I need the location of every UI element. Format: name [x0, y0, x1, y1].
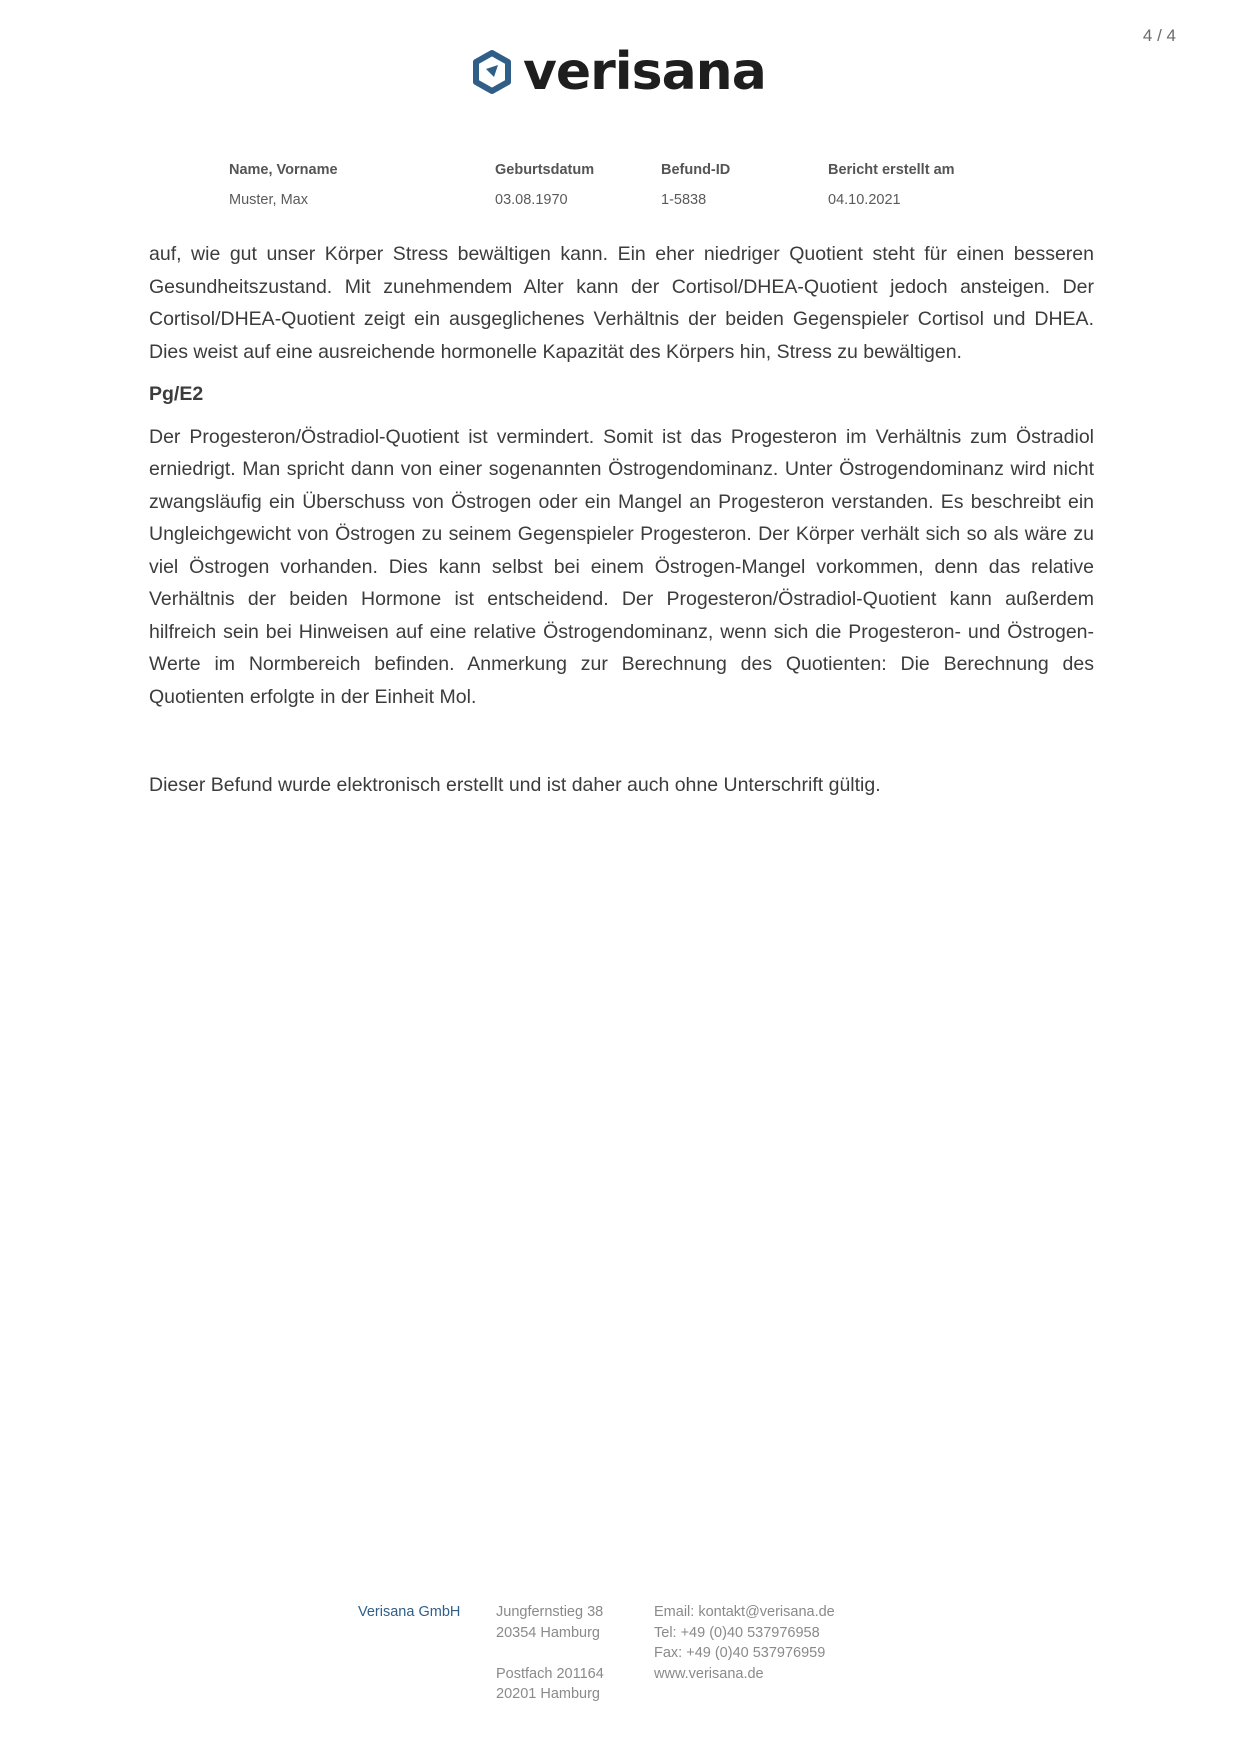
footer-address-line1: Jungfernstieg 38: [496, 1604, 604, 1620]
report-id-label: Befund-ID: [661, 162, 731, 178]
intro-paragraph: auf, wie gut unser Körper Stress bewältigen kann. Ein eher niedriger Quotient steht für einen besseren Gesundheitszustand. Mit zunehmendem Alter kann der Cortisol/DHEA-Quotient jedoch ansteigen. Der Cortisol/DHEA-Quotient zeigt ein ausgeglichenes Verhältnis der beiden Gegenspieler Cortisol und DHEA. Dies weist auf eine ausreichende hormonelle Kapazität des Körpers hin, Stress zu bewältigen.: [149, 243, 1094, 363]
footer-contact: [654, 1602, 835, 1684]
footer-address: [496, 1602, 604, 1705]
birthdate-value: 03.08.1970: [495, 192, 568, 208]
report-id-value: 1-5838: [661, 192, 707, 208]
brand-logo: [467, 42, 766, 102]
report-date-value: 04.10.2021: [828, 192, 901, 208]
footer-company: Verisana GmbH: [358, 1604, 461, 1620]
patient-name-value: Muster, Max: [229, 192, 308, 208]
birthdate-block: [495, 162, 594, 208]
report-id-block: [661, 162, 730, 208]
footer-tel: Tel: +49 (0)40 537976958: [654, 1624, 820, 1641]
footer-web[interactable]: www.verisana.de: [654, 1665, 764, 1682]
page-number: 4 / 4: [1142, 26, 1176, 45]
patient-name-block: [229, 162, 338, 208]
closing-note: Dieser Befund wurde elektronisch erstellt und ist daher auch ohne Unterschrift gültig.: [149, 774, 881, 796]
brand-wordmark: verisana: [523, 42, 766, 102]
patient-name-label: Name, Vorname: [229, 162, 338, 178]
footer-address-line2: 20354 Hamburg: [496, 1624, 600, 1641]
footer-postbox-line1: Postfach 201164: [496, 1665, 604, 1682]
section-heading: Pg/E2: [149, 383, 204, 405]
section-paragraph: Der Progesteron/Östradiol-Quotient ist vermindert. Somit ist das Progesteron im Verhältnis zum Östradiol erniedrigt. Man spricht dann von einer sogenannten Östrogendominanz. Unter Östrogendominanz wird nicht zwangsläufig ein Überschuss von Östrogen oder ein Mangel an Progesteron verstanden. Es beschreibt ein Ungleichgewicht von Östrogen zu seinem Gegenspieler Progesteron. Der Körper verhält sich so als wäre zu viel Östrogen vorhanden. Dies kann selbst bei einem Östrogen-Mangel vorkommen, denn das relative Verhältnis der beiden Hormone ist entscheidend. Der Progesteron/Östradiol-Quotient kann außerdem hilfreich sein bei Hinweisen auf eine relative Östrogendominanz, wenn sich die Progesteron- und Östrogen-Werte im Normbereich befinden. Anmerkung zur Berechnung des Quotienten: Die Berechnung des Quotienten erfolgte in der Einheit Mol.: [149, 425, 1094, 708]
report-date-block: [828, 162, 955, 208]
verisana-hexagon-logo-icon: [467, 47, 517, 97]
report-body: [149, 238, 1094, 802]
footer-spacer: [496, 1643, 604, 1664]
footer-fax: Fax: +49 (0)40 537976959: [654, 1645, 826, 1661]
birthdate-label: Geburtsdatum: [495, 162, 595, 178]
report-date-label: Bericht erstellt am: [828, 162, 955, 178]
footer-email[interactable]: Email: kontakt@verisana.de: [654, 1604, 835, 1620]
spacer: [149, 713, 1094, 769]
footer-postbox-line2: 20201 Hamburg: [496, 1686, 600, 1702]
